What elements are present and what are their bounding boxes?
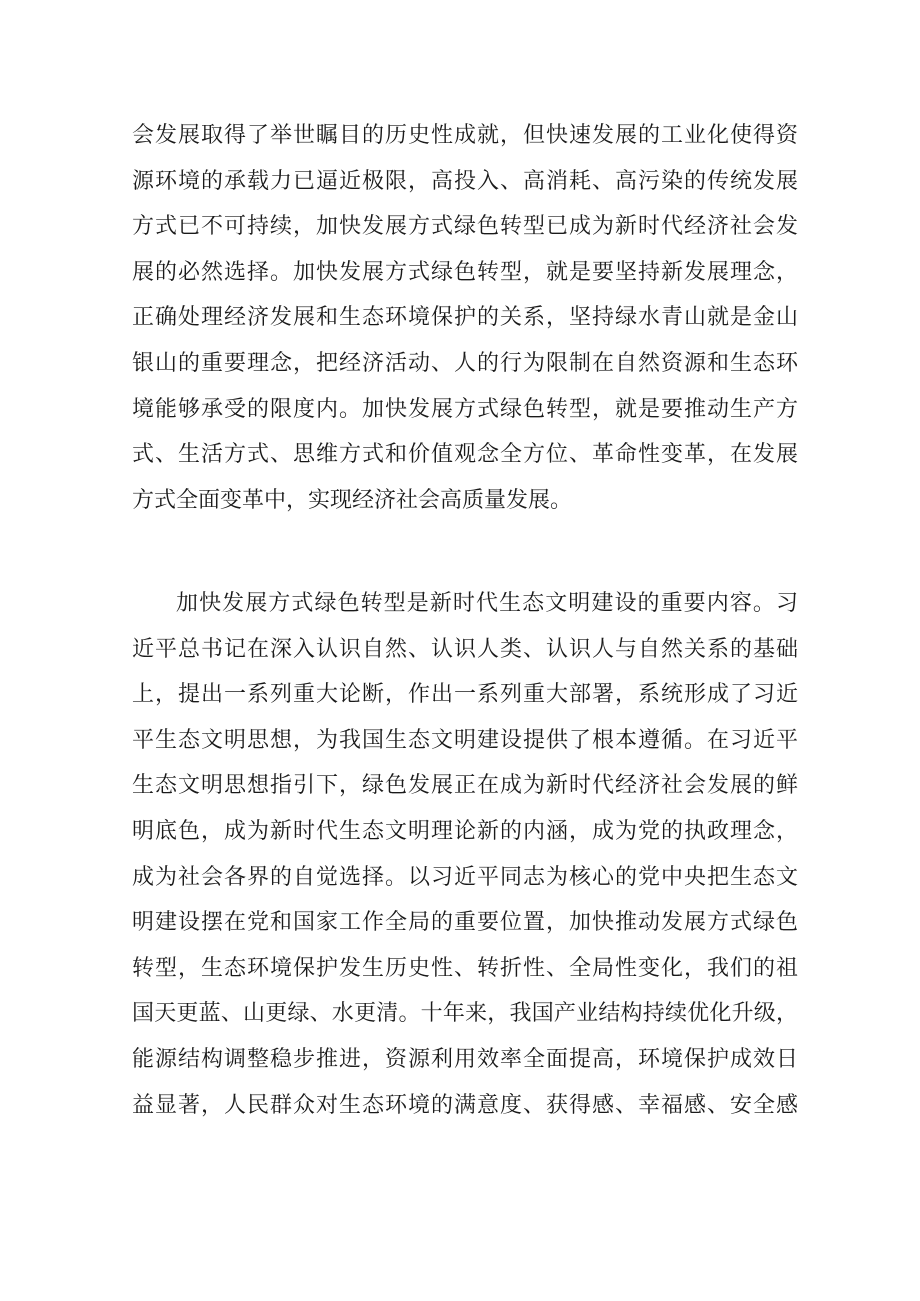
paragraph-line: 会发展取得了举世瞩目的历史性成就，但快速发展的工业化使得资 — [132, 123, 798, 148]
paragraph-line: 方式全面变革中，实现经济社会高质量发展。 — [132, 487, 573, 513]
paragraph-line: 式、生活方式、思维方式和价值观念全方位、革命性变革，在发展 — [132, 442, 798, 468]
paragraph-line: 近平总书记在深入认识自然、认识人类、认识人与自然关系的基础 — [132, 636, 798, 662]
paragraph-line: 能源结构调整稳步推进，资源利用效率全面提高，环境保护成效日 — [132, 1046, 798, 1072]
paragraph-line: 生态文明思想指引下，绿色发展正在成为新时代经济社会发展的鲜 — [132, 773, 798, 799]
paragraph-line: 明建设摆在党和国家工作全局的重要位置，加快推动发展方式绿色 — [132, 910, 798, 936]
paragraph-line: 明底色，成为新时代生态文明理论新的内涵，成为党的执政理念， — [132, 818, 798, 844]
paragraph-line: 源环境的承载力已逼近极限，高投入、高消耗、高污染的传统发展 — [132, 168, 798, 194]
paragraph-line: 国天更蓝、山更绿、水更清。十年来，我国产业结构持续优化升级， — [132, 1001, 798, 1027]
paragraph-line: 展的必然选择。加快发展方式绿色转型，就是要坚持新发展理念， — [132, 259, 798, 285]
paragraph-2 — [132, 581, 798, 1128]
paragraph-line: 平生态文明思想，为我国生态文明建设提供了根本遵循。在习近平 — [132, 727, 798, 753]
paragraph-line: 银山的重要理念，把经济活动、人的行为限制在自然资源和生态环 — [132, 350, 798, 376]
paragraph-line: 加快发展方式绿色转型是新时代生态文明建设的重要内容。习 — [176, 591, 798, 616]
paragraph-line: 方式已不可持续，加快发展方式绿色转型已成为新时代经济社会发 — [132, 214, 798, 240]
paragraph-line: 正确处理经济发展和生态环境保护的关系，坚持绿水青山就是金山 — [132, 305, 798, 331]
paragraph-line: 益显著，人民群众对生态环境的满意度、获得感、幸福感、安全感 — [132, 1092, 798, 1118]
paragraph-line: 转型，生态环境保护发生历史性、转折性、全局性变化，我们的祖 — [132, 955, 798, 981]
paragraph-line: 境能够承受的限度内。加快发展方式绿色转型，就是要推动生产方 — [132, 396, 798, 422]
paragraph-1 — [132, 113, 798, 523]
paragraph-line: 上，提出一系列重大论断，作出一系列重大部署，系统形成了习近 — [132, 682, 798, 708]
paragraph-line: 成为社会各界的自觉选择。以习近平同志为核心的党中央把生态文 — [132, 864, 798, 890]
